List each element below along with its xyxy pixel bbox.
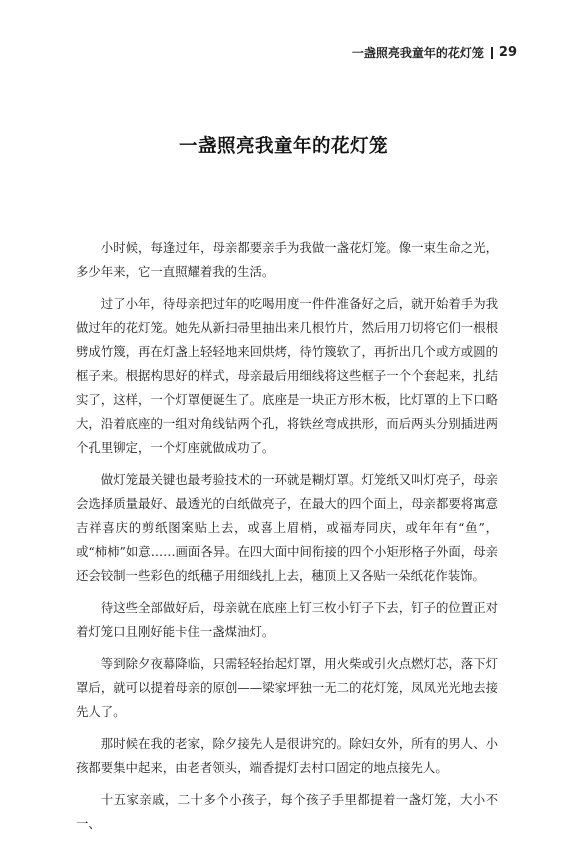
- running-title: 一盏照亮我童年的花灯笼: [351, 46, 484, 60]
- page-number: 29: [498, 45, 517, 60]
- chapter-title: 一盏照亮我童年的花灯笼: [178, 136, 388, 157]
- paragraph: 那时候在我的老家，除夕接先人是很讲究的。除妇女外，所有的男人、小孩都要集中起来，由老者领头，端香提灯去村口固定的地点接先人。: [76, 736, 498, 775]
- paragraph: 小时候，每逢过年，母亲都要亲手为我做一盏花灯笼。像一束生命之光，多少年来，它一直照耀着我的生活。: [76, 240, 498, 279]
- paragraph: 待这些全部做好后，母亲就在底座上钉三枚小钉子下去，钉子的位置正对着灯笼口且刚好能卡住一盏煤油灯。: [76, 600, 498, 639]
- paragraph: 过了小年，待母亲把过年的吃喝用度一件件准备好之后，就开始着手为我做过年的花灯笼。她先从新扫帚里抽出来几根竹片，然后用刀切将它们一根根劈成竹篾，再在灯盏上轻轻地来回烘烤，待竹篾软了，再折出几个或方或圆的框子来。根据构思好的样式，母亲最后用细线将这些框子一个个套起来，扎结实了，这样，一个灯罩便诞生了。底座是一块正方形木板，比灯罩的上下口略大，沿着底座的一组对角线钻两个孔，将铁丝弯成拱形，而后两头分别插进两个孔里铆定，一个灯座就做成功了。: [76, 296, 498, 455]
- paragraph: 做灯笼最关键也最考验技术的一环就是糊灯罩。灯笼纸又叫灯亮子，母亲会选择质量最好、最透光的白纸做亮子，在最大的四个面上，母亲都要将寓意吉祥喜庆的剪纸图案贴上去，或喜上眉梢，或福寿同庆，或年年有“鱼”，或“柿柿”如意……画面各异。在四大面中间衔接的四个小矩形格子外面，母亲还会铰制一些彩色的纸穗子用细线扎上去，穗顶上又各贴一朵纸花作装饰。: [76, 472, 498, 583]
- header-divider: [491, 47, 493, 59]
- paragraph: 等到除夕夜幕降临，只需轻轻抬起灯罩，用火柴或引火点燃灯芯，落下灯罩后，就可以提着母亲的原创——梁家坪独一无二的花灯笼，凤凤光光地去接先人了。: [76, 656, 498, 719]
- running-header: [352, 44, 517, 61]
- paragraph: 十五家亲戚，二十多个小孩子，每个孩子手里都提着一盏灯笼，大小不一、: [76, 792, 498, 831]
- body-text: [76, 236, 498, 844]
